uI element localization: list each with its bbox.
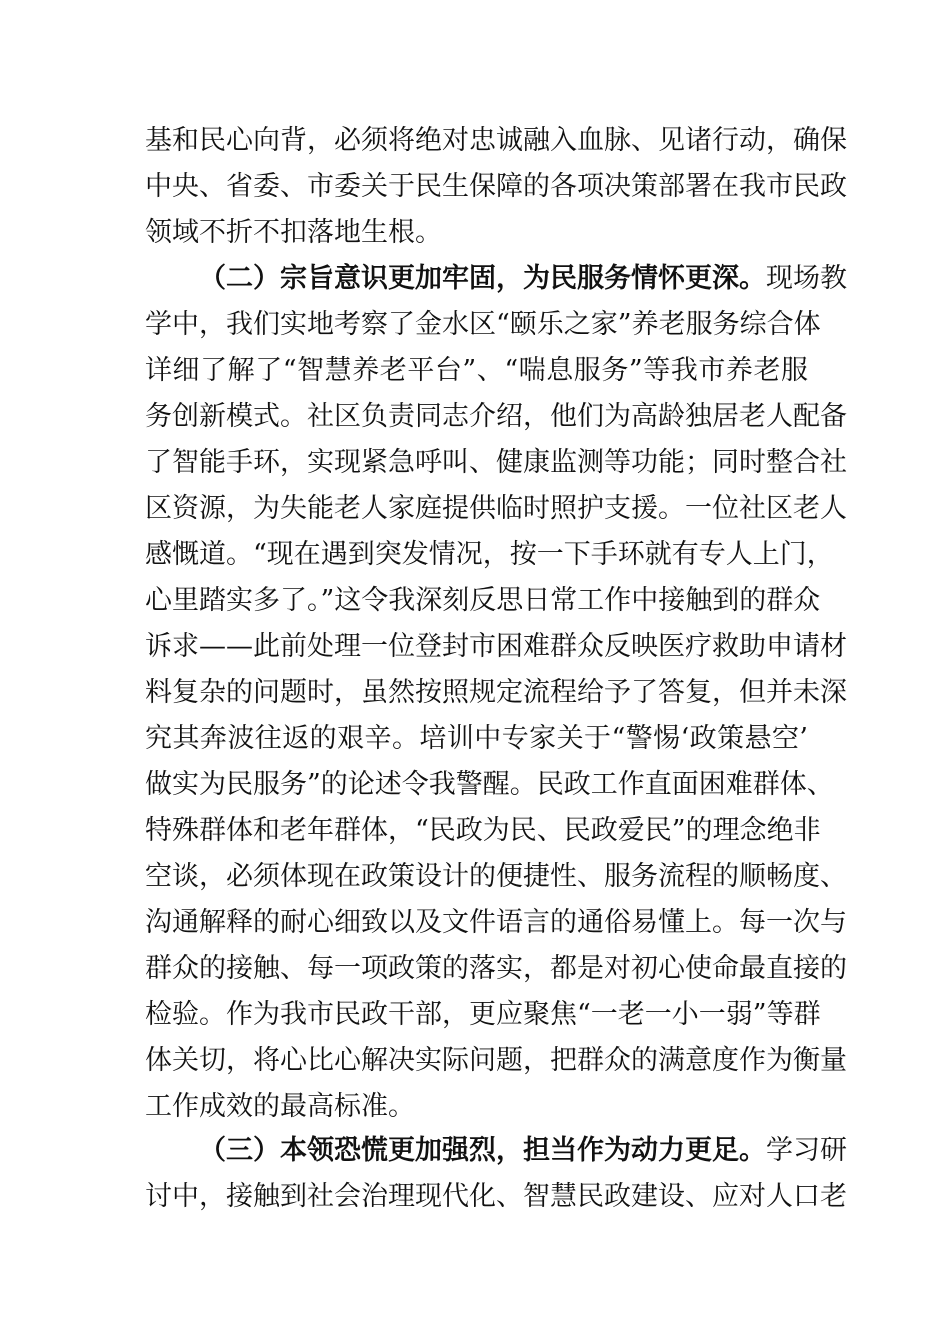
section-heading: （三）本领恐慌更加强烈，担当作为动力更足。 — [199, 1135, 766, 1166]
paragraph-1 — [145, 118, 847, 256]
text-line: 群众的接触、每一项政策的落实，都是对初心使命最直接的 — [145, 953, 847, 984]
text-line: 中央、省委、市委关于民生保障的各项决策部署在我市民政 — [145, 171, 847, 202]
paragraph-3 — [145, 1128, 847, 1220]
text-line: 体关切，将心比心解决实际问题，把群众的满意度作为衡量 — [145, 1045, 847, 1076]
text-run: 现场教 — [766, 263, 847, 294]
text-line: 空谈，必须体现在政策设计的便捷性、服务流程的顺畅度、 — [145, 861, 847, 892]
text-line: 诉求——此前处理一位登封市困难群众反映医疗救助申请材 — [145, 631, 847, 662]
paragraph-2 — [145, 256, 847, 1130]
text-line: 感慨道。“现在遇到突发情况，按一下手环就有专人上门， — [145, 539, 834, 570]
text-line: 做实为民服务”的论述令我警醒。民政工作直面困难群体、 — [145, 769, 834, 800]
text-run: 学习研 — [766, 1135, 847, 1166]
section-heading: （二）宗旨意识更加牢固，为民服务情怀更深。 — [199, 263, 766, 294]
text-line: 究其奔波往返的艰辛。培训中专家关于“警惕‘政策悬空’ — [145, 723, 808, 754]
text-line: 详细了解了“智慧养老平台”、“喘息服务”等我市养老服 — [145, 355, 808, 386]
text-line: 料复杂的问题时，虽然按照规定流程给予了答复，但并未深 — [145, 677, 847, 708]
text-line: 检验。作为我市民政干部，更应聚焦“一老一小一弱”等群 — [145, 999, 821, 1030]
paragraph-first-line — [145, 256, 847, 302]
text-line: 领域不折不扣落地生根。 — [145, 217, 442, 248]
text-line: 讨中，接触到社会治理现代化、智慧民政建设、应对人口老 — [145, 1181, 847, 1212]
text-line: 工作成效的最高标准。 — [145, 1091, 415, 1122]
text-line: 沟通解释的耐心细致以及文件语言的通俗易懂上。每一次与 — [145, 907, 847, 938]
text-line: 心里踏实多了。”这令我深刻反思日常工作中接触到的群众 — [145, 585, 821, 616]
text-line: 务创新模式。社区负责同志介绍，他们为高龄独居老人配备 — [145, 401, 847, 432]
paragraph-first-line — [145, 1128, 847, 1174]
text-line: 区资源，为失能老人家庭提供临时照护支援。一位社区老人 — [145, 493, 847, 524]
text-line: 学中，我们实地考察了金水区“颐乐之家”养老服务综合体 — [145, 309, 821, 340]
text-line: 特殊群体和老年群体，“民政为民、民政爱民”的理念绝非 — [145, 815, 821, 846]
text-line: 基和民心向背，必须将绝对忠诚融入血脉、见诸行动，确保 — [145, 125, 847, 156]
text-line: 了智能手环，实现紧急呼叫、健康监测等功能；同时整合社 — [145, 447, 847, 478]
